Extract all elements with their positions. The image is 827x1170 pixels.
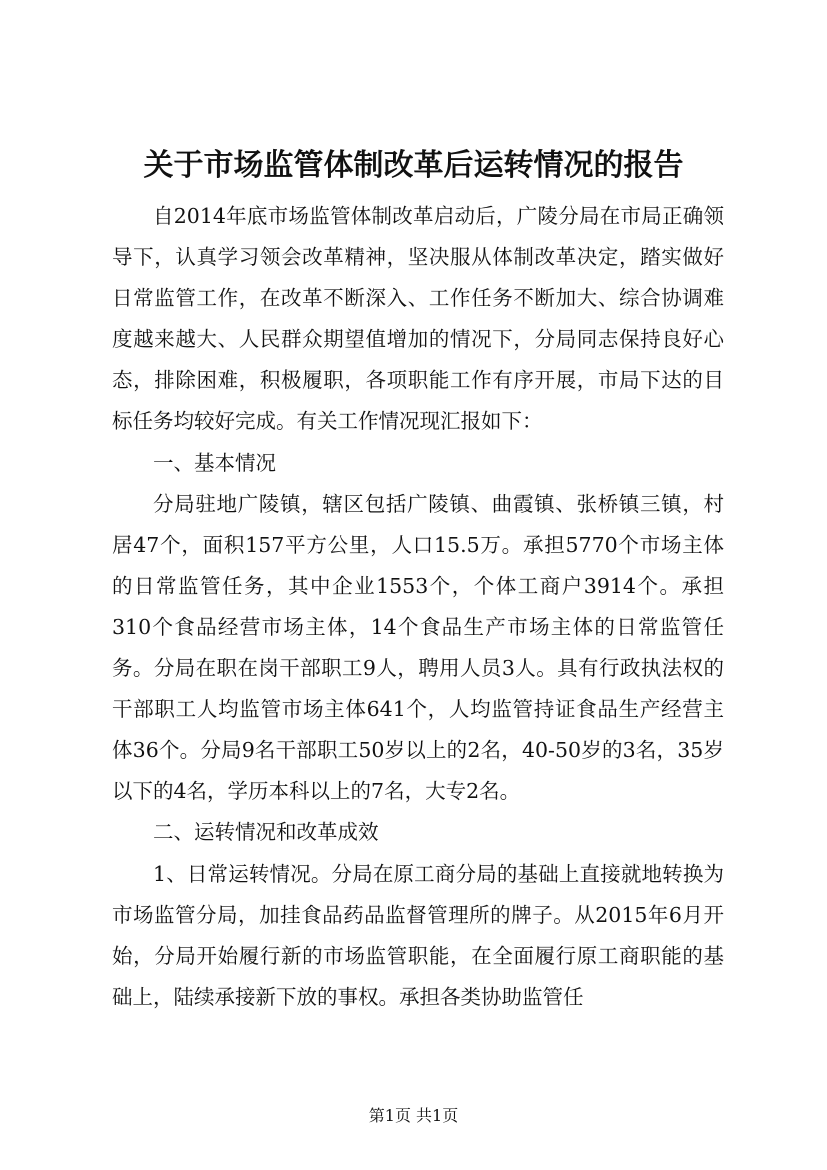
section-heading-operation: 二、运转情况和改革成效 <box>153 820 379 845</box>
paragraph-intro: 自2014年底市场监管体制改革启动后，广陵分局在市局正确领导下，认真学习领会改革精神，坚决服从体制改革决定，踏实做好日常监管工作，在改革不断深入、工作任务不断加大、综合协调难度越来越大、人民群众期望值增加的情况下，分局同志保持良好心态，排除困难，积极履职，各项职能工作有序开展，市局下达的目标任务均较好完成。有关工作情况现汇报如下： <box>112 204 724 434</box>
paragraph-daily-operation: 1、日常运转情况。分局在原工商分局的基础上直接就地转换为市场监管分局，加挂食品药品监督管理所的牌子。从2015年6月开始，分局开始履行新的市场监管职能，在全面履行原工商职能的基础上，陆续承接新下放的事权。承担各类协助监管任 <box>112 861 724 1009</box>
page-number-footer: 第1页 共1页 <box>368 1106 459 1125</box>
paragraph-basic-info: 分局驻地广陵镇，辖区包括广陵镇、曲霞镇、张桥镇三镇，村居47个，面积157平方公里，人口15.5万。承担5770个市场主体的日常监管任务，其中企业1553个，个体工商户3914个。承担310个食品经营市场主体，14个食品生产市场主体的日常监管任务。分局在职在岗干部职工9人，聘用人员3人。具有行政执法权的干部职工人均监管市场主体641个，人均监管持证食品生产经营主体36个。分局9名干部职工50岁以上的2名，40-50岁的3名，35岁以下的4名，学历本科以上的7名，大专2名。 <box>112 491 724 804</box>
section-heading-basic: 一、基本情况 <box>153 450 276 475</box>
document-title: 关于市场监管体制改革后运转情况的报告 <box>143 148 684 183</box>
document-body <box>112 196 724 1018</box>
